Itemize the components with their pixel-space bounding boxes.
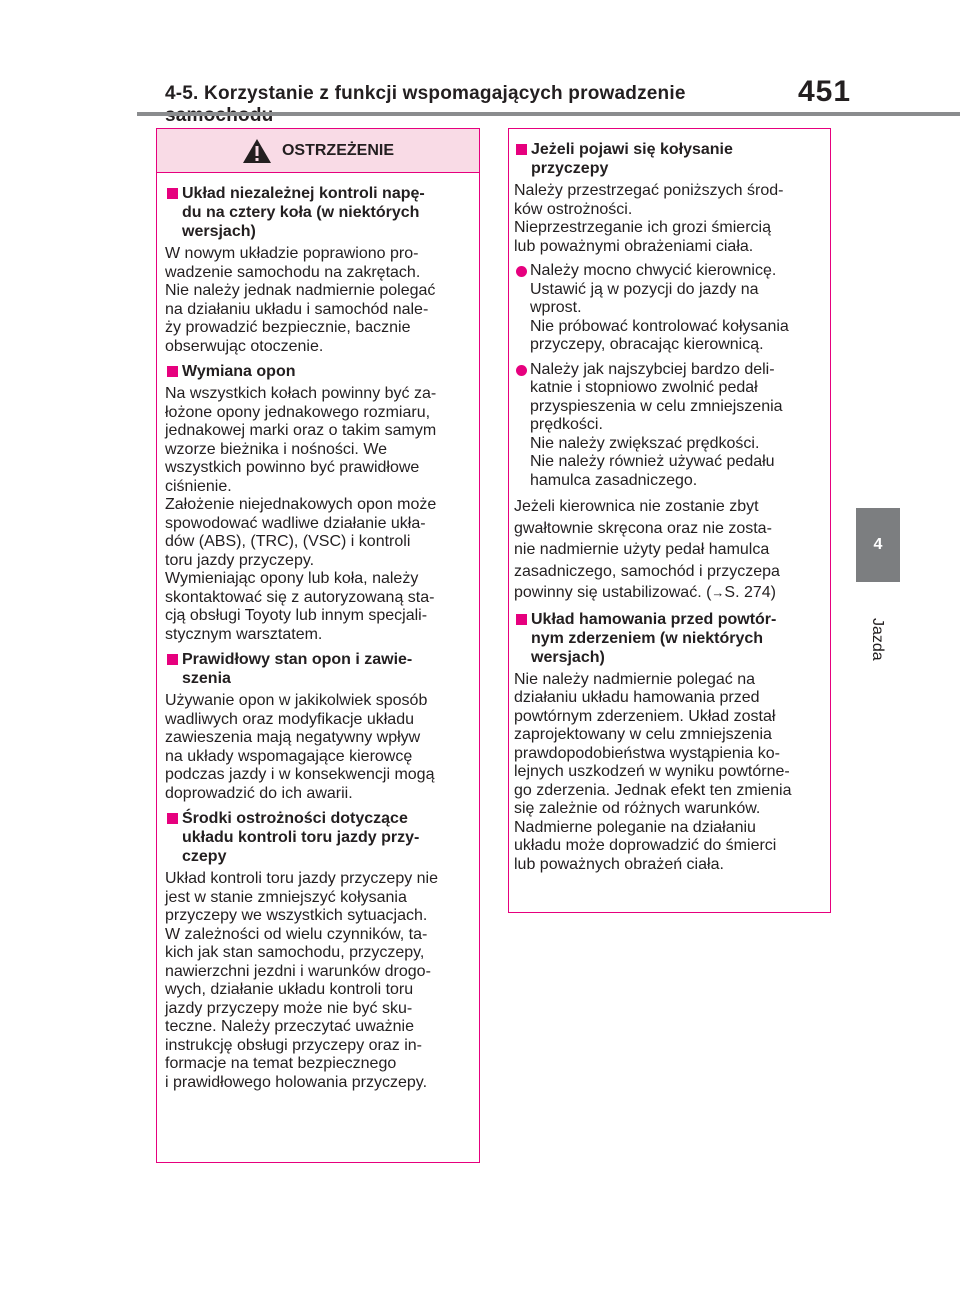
square-bullet-icon bbox=[167, 188, 178, 199]
page-reference-link[interactable]: S. 274) bbox=[724, 584, 777, 601]
square-bullet-icon bbox=[167, 366, 178, 377]
warning-box-continued bbox=[508, 128, 831, 913]
chapter-tab: 4 bbox=[856, 508, 900, 582]
section-heading bbox=[514, 610, 826, 667]
section-heading bbox=[514, 140, 826, 178]
section-text: Należy przestrzegać poniższych środ- ków ostrożności. Nieprzestrzeganie ich grozi śmiercią lub poważnymi obrażeniami ciała. bbox=[514, 182, 784, 255]
section-text: W nowym układzie poprawiono pro- wadzenie samochodu na zakrętach. Nie należy jednak nadmiernie polegać na działaniu układu i samochód nale- ży prowadzić bezpiecznie, bacznie obserwując otoczenie. bbox=[165, 245, 436, 355]
section-text: Nie należy nadmiernie polegać na działaniu układu hamowania przed powtórnym zderzeniem. Układ został zaprojektowany w celu zmniejszenia prawdopodobieństwa wystąpienia ko- lejnych uszkodzeń w wyniku powtórne- go zderzenia. Jednak efekt ten zmienia się zależnie od różnych warunków. Nadmierne poleganie na działaniu układu może doprowadzić do śmierci lub poważnych obrażeń ciała. bbox=[514, 670, 792, 873]
list-item-text: Należy mocno chwycić kierownicę. Ustawić ją w pozycji do jazdy na wprost. Nie próbować kontrolować kołysania przyczepy, obracając kierownicą. bbox=[530, 262, 789, 353]
heading-text: Środki ostrożności dotyczące układu kontroli toru jazdy przy- czepy bbox=[182, 810, 420, 865]
page-number: 451 bbox=[798, 75, 852, 108]
header-rule bbox=[137, 112, 960, 116]
closing-text-body: Jeżeli kierownica nie zostanie zbyt gwałtownie skręcona oraz nie zosta- nie nadmiernie użyty pedał hamulca zasadniczego, samochód i przyczepa powinny się ustabilizować. ( bbox=[514, 498, 780, 601]
warning-triangle-icon bbox=[242, 138, 272, 164]
heading-text: Układ niezależnej kontroli napę- du na cztery koła (w niektórych wersjach) bbox=[182, 185, 425, 240]
warning-title: OSTRZEŻENIE bbox=[281, 141, 394, 159]
square-bullet-icon bbox=[167, 654, 178, 665]
section-text: Układ kontroli toru jazdy przyczepy nie jest w stanie zmniejszyć kołysania przyczepy we wszystkich sytuacjach. W zależności od wielu czynników, ta- kich jak stan samochodu, przyczepy, nawierzchni jezdni i warunków drogo- wych, działanie układu kontroli toru jazdy przyczepy może nie być sku- teczne. Należy przeczytać uważnie instrukcję obsługi przyczepy oraz in- formacje na temat bezpiecznego i prawidłowego holowania przyczepy. bbox=[165, 870, 439, 1091]
round-bullet-icon bbox=[516, 266, 527, 277]
reference-arrow-icon: → bbox=[711, 585, 725, 600]
square-bullet-icon bbox=[516, 614, 527, 625]
square-bullet-icon bbox=[167, 813, 178, 824]
heading-text: Wymiana opon bbox=[182, 363, 296, 380]
warning-content bbox=[157, 173, 479, 1092]
square-bullet-icon bbox=[516, 144, 527, 155]
page-header-title: 4-5. Korzystanie z funkcji wspomagających prowadzenie bbox=[165, 83, 686, 104]
list-item-text: Należy jak najszybciej bardzo deli- katnie i stopniowo zwolnić pedał przyspieszenia w celu zmniejszenia prędkości. Nie należy zwiększać prędkości. Nie należy również używać pedału hamulca zasadniczego. bbox=[530, 360, 783, 489]
section-text: Na wszystkich kołach powinny być za- łożone opony jednakowego rozmiaru, jednakowej marki oraz o takim samym wzorze bieżnika i nośności. We wszystkich powinno być prawidłowe ciśnienie. Założenie niejednakowych opon może spowodować wadliwe działanie ukła- dów (ABS), (TRC), (VSC) i kontroli toru jazdy przyczepy. Wymieniając opony lub koła, należy skontaktować się z autoryzowaną sta- cją obsługi Toyoty lub innym specjali- stycznym warsztatem. bbox=[165, 385, 437, 643]
chapter-label: Jazda bbox=[869, 618, 886, 661]
section-heading bbox=[165, 184, 473, 241]
section-heading bbox=[165, 362, 473, 381]
warning-box bbox=[156, 128, 480, 1163]
heading-text: Jeżeli pojawi się kołysanie przyczepy bbox=[531, 141, 733, 177]
list-item bbox=[514, 361, 826, 491]
section-heading bbox=[165, 809, 473, 866]
list-item bbox=[514, 262, 826, 355]
warning-header bbox=[157, 129, 479, 173]
section-heading bbox=[165, 650, 473, 688]
closing-text bbox=[514, 496, 826, 604]
section-text: Używanie opon w jakikolwiek sposób wadliwych oraz modyfikacje układu zawieszenia mają negatywny wpływ na układy wspomagające kierowcę podczas jazdy i w konsekwencji mogą doprowadzić do ich awarii. bbox=[165, 692, 435, 802]
heading-text: Prawidłowy stan opon i zawie- szenia bbox=[182, 651, 413, 687]
heading-text: Układ hamowania przed powtór- nym zderzeniem (w niektórych wersjach) bbox=[531, 610, 777, 666]
round-bullet-icon bbox=[516, 365, 527, 376]
warning-content-continued bbox=[509, 129, 830, 874]
